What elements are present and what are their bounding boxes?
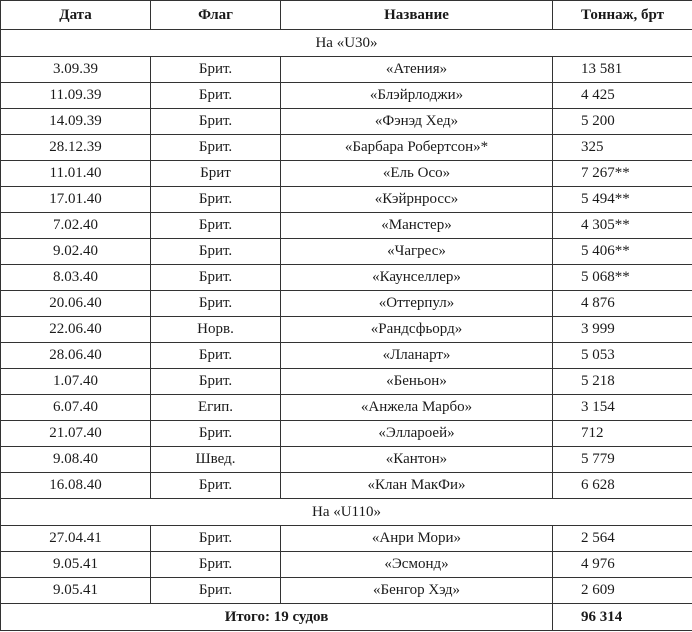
cell-name: «Атения» xyxy=(281,57,553,83)
cell-date: 11.01.40 xyxy=(1,161,151,187)
section-header-row xyxy=(1,499,692,526)
cell-name: «Анри Мори» xyxy=(281,526,553,552)
cell-tonnage: 5 218 xyxy=(553,369,692,395)
section-header-row xyxy=(1,30,692,57)
cell-tonnage: 712 xyxy=(553,421,692,447)
cell-tonnage: 2 609 xyxy=(553,578,692,604)
cell-date: 9.05.41 xyxy=(1,552,151,578)
cell-flag: Брит. xyxy=(151,473,281,499)
cell-flag: Брит. xyxy=(151,83,281,109)
cell-name: «Беньон» xyxy=(281,369,553,395)
cell-tonnage: 4 425 xyxy=(553,83,692,109)
table-row xyxy=(1,135,692,161)
cell-flag: Брит. xyxy=(151,291,281,317)
cell-name: «Манстер» xyxy=(281,213,553,239)
cell-name: «Оттерпул» xyxy=(281,291,553,317)
cell-date: 22.06.40 xyxy=(1,317,151,343)
cell-date: 16.08.40 xyxy=(1,473,151,499)
cell-flag: Норв. xyxy=(151,317,281,343)
table-row xyxy=(1,83,692,109)
header-name: Название xyxy=(281,1,553,30)
cell-tonnage: 5 494** xyxy=(553,187,692,213)
cell-flag: Брит. xyxy=(151,135,281,161)
cell-date: 9.08.40 xyxy=(1,447,151,473)
section-title: На «U30» xyxy=(1,30,692,57)
cell-flag: Брит. xyxy=(151,187,281,213)
table-row xyxy=(1,395,692,421)
table-row xyxy=(1,291,692,317)
cell-name: «Эллароей» xyxy=(281,421,553,447)
cell-flag: Егип. xyxy=(151,395,281,421)
cell-flag: Брит. xyxy=(151,343,281,369)
cell-date: 9.02.40 xyxy=(1,239,151,265)
cell-tonnage: 4 976 xyxy=(553,552,692,578)
header-tonnage: Тоннаж, брт xyxy=(553,1,692,30)
cell-date: 27.04.41 xyxy=(1,526,151,552)
total-tonnage: 96 314 xyxy=(553,604,692,631)
table-row xyxy=(1,161,692,187)
total-row xyxy=(1,604,692,631)
cell-name: «Рандсфьорд» xyxy=(281,317,553,343)
cell-date: 3.09.39 xyxy=(1,57,151,83)
table-row xyxy=(1,369,692,395)
cell-date: 8.03.40 xyxy=(1,265,151,291)
cell-flag: Брит. xyxy=(151,578,281,604)
cell-tonnage: 5 068** xyxy=(553,265,692,291)
cell-name: «Анжела Марбо» xyxy=(281,395,553,421)
header-flag: Флаг xyxy=(151,1,281,30)
table-row xyxy=(1,317,692,343)
table-row xyxy=(1,57,692,83)
table-row xyxy=(1,213,692,239)
header-row xyxy=(1,1,692,30)
cell-name: «Клан МакФи» xyxy=(281,473,553,499)
cell-tonnage: 7 267** xyxy=(553,161,692,187)
cell-tonnage: 3 154 xyxy=(553,395,692,421)
cell-name: «Чагрес» xyxy=(281,239,553,265)
table-row xyxy=(1,239,692,265)
cell-flag: Брит. xyxy=(151,213,281,239)
total-label: Итого: 19 судов xyxy=(1,604,553,631)
cell-flag: Брит. xyxy=(151,57,281,83)
table-row xyxy=(1,552,692,578)
cell-name: «Кантон» xyxy=(281,447,553,473)
cell-flag: Швед. xyxy=(151,447,281,473)
cell-flag: Брит. xyxy=(151,421,281,447)
cell-date: 21.07.40 xyxy=(1,421,151,447)
cell-tonnage: 5 200 xyxy=(553,109,692,135)
cell-name: «Фэнэд Хед» xyxy=(281,109,553,135)
cell-date: 20.06.40 xyxy=(1,291,151,317)
table-row xyxy=(1,109,692,135)
cell-flag: Брит xyxy=(151,161,281,187)
table-row xyxy=(1,265,692,291)
section-title: На «U110» xyxy=(1,499,692,526)
cell-date: 7.02.40 xyxy=(1,213,151,239)
cell-date: 11.09.39 xyxy=(1,83,151,109)
table-row xyxy=(1,447,692,473)
table-row xyxy=(1,578,692,604)
cell-date: 1.07.40 xyxy=(1,369,151,395)
table-row xyxy=(1,343,692,369)
cell-tonnage: 3 999 xyxy=(553,317,692,343)
cell-flag: Брит. xyxy=(151,526,281,552)
cell-tonnage: 5 406** xyxy=(553,239,692,265)
cell-tonnage: 13 581 xyxy=(553,57,692,83)
table-row xyxy=(1,421,692,447)
cell-flag: Брит. xyxy=(151,552,281,578)
cell-tonnage: 325 xyxy=(553,135,692,161)
cell-flag: Брит. xyxy=(151,239,281,265)
cell-tonnage: 6 628 xyxy=(553,473,692,499)
cell-date: 9.05.41 xyxy=(1,578,151,604)
cell-name: «Эсмонд» xyxy=(281,552,553,578)
cell-tonnage: 2 564 xyxy=(553,526,692,552)
table-row xyxy=(1,526,692,552)
header-date: Дата xyxy=(1,1,151,30)
cell-flag: Брит. xyxy=(151,369,281,395)
table-row xyxy=(1,473,692,499)
table-row xyxy=(1,187,692,213)
cell-date: 14.09.39 xyxy=(1,109,151,135)
cell-date: 28.12.39 xyxy=(1,135,151,161)
cell-name: «Бенгор Хэд» xyxy=(281,578,553,604)
cell-date: 28.06.40 xyxy=(1,343,151,369)
table-body xyxy=(1,30,692,631)
cell-name: «Ель Осо» xyxy=(281,161,553,187)
cell-date: 17.01.40 xyxy=(1,187,151,213)
cell-date: 6.07.40 xyxy=(1,395,151,421)
cell-name: «Блэйрлоджи» xyxy=(281,83,553,109)
cell-flag: Брит. xyxy=(151,109,281,135)
cell-tonnage: 5 779 xyxy=(553,447,692,473)
cell-tonnage: 4 305** xyxy=(553,213,692,239)
cell-tonnage: 5 053 xyxy=(553,343,692,369)
cell-tonnage: 4 876 xyxy=(553,291,692,317)
cell-name: «Кэйрнросс» xyxy=(281,187,553,213)
cell-name: «Каунселлер» xyxy=(281,265,553,291)
cell-name: «Лланарт» xyxy=(281,343,553,369)
cell-flag: Брит. xyxy=(151,265,281,291)
cell-name: «Барбара Робертсон»* xyxy=(281,135,553,161)
